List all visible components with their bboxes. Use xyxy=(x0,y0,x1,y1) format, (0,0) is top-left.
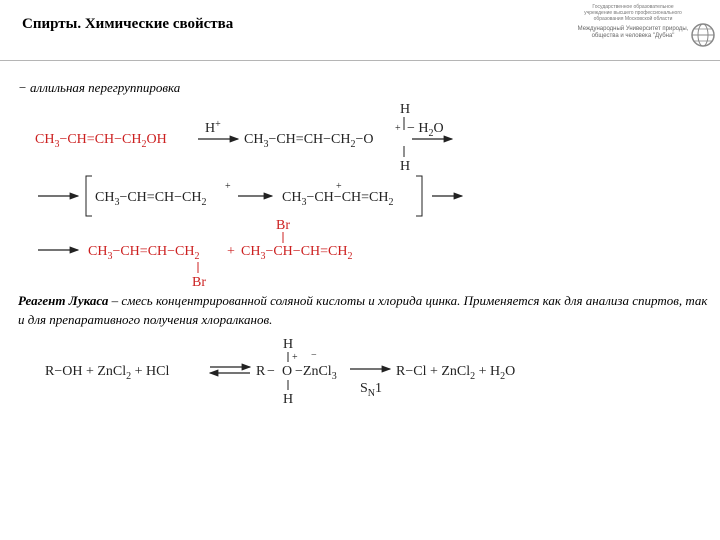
allyl-cation-primary xyxy=(95,181,231,208)
lucas-reactants xyxy=(45,364,169,382)
oxonium-h-bottom: H xyxy=(400,159,411,174)
oxonium-h-top: H xyxy=(400,102,411,117)
svg-text:+: + xyxy=(395,123,401,134)
svg-text:CH3−CH=CH−CH2: $CH_3-CH=CH-CH_2$ xyxy=(95,190,207,208)
protonated-alcohol xyxy=(244,132,374,150)
svg-text:R−Cl + ZnCl2 + H2O: R−Cl + ZnCl$_2$ + $H_2O$ xyxy=(396,364,516,382)
svg-text:CH3−CH=CH−CH2−O: $CH_3-CH=CH-CH_2-O$ xyxy=(244,132,374,150)
svg-text:+: + xyxy=(336,181,342,192)
svg-text:CH3−CH−CH=CH2: $CH_3-CH-CH=CH_2$ xyxy=(241,244,353,262)
allyl-cation-secondary xyxy=(282,181,393,208)
complex-h-top: H xyxy=(283,337,294,352)
bromide-nucleophile: Br xyxy=(276,218,290,233)
svg-text:CH3−CH=CH−CH2: $CH_3-CH=CH-CH_2$ xyxy=(88,244,200,262)
lucas-term: Реагент Лукаса xyxy=(18,293,109,308)
complex-o: O xyxy=(282,364,293,379)
complex-r: R xyxy=(256,364,266,379)
catalyst-label: H+ xyxy=(205,119,221,136)
charge-minus: − xyxy=(311,350,317,361)
lucas-text: – смесь концентрированной соляной кислоты и хлорида цинка. Применяется как для анализа спиртов, так и для препаративного получения хлоралканов. xyxy=(18,293,708,327)
reactant-allyl-alcohol xyxy=(35,132,167,150)
svg-text:−: − xyxy=(267,364,275,379)
svg-text:CH3−CH=CH−CH2OH: $CH_3-CH=CH-CH_2OH$ xyxy=(35,132,167,150)
complex-h-bottom: H xyxy=(283,392,294,407)
university-name: Международный Университет природы, общества и человека "Дубна" xyxy=(577,26,689,39)
product-1-bromo-2-butene xyxy=(88,244,206,290)
svg-text:R−OH + ZnCl2 + HCl: R−OH + ZnCl$_2$ + HCl xyxy=(45,364,170,382)
svg-text:−ZnCl3: −ZnCl$_3$ xyxy=(295,364,337,382)
university-logo-caption: Государственное образовательное учреждение высшего профессионального образования Московской области xyxy=(584,4,682,22)
product-3-bromo-1-butene xyxy=(241,232,352,262)
lucas-products xyxy=(396,364,515,382)
plus-sign: + xyxy=(227,244,235,259)
water-loss-label: − $H_2O$ xyxy=(407,121,444,139)
page-title: Спирты. Химические свойства xyxy=(22,16,234,32)
svg-text:CH3−CH−CH=CH2: $CH_3-CH-CH=CH_2$ xyxy=(282,190,394,208)
mechanism-label: $S_N1$ xyxy=(360,381,383,399)
charge-plus: + xyxy=(292,352,298,363)
svg-text:+: + xyxy=(225,181,231,192)
product-1-br: Br xyxy=(192,275,206,290)
section-subtitle: − аллильная перегруппировка xyxy=(18,80,181,95)
lucas-reagent-description xyxy=(18,291,708,329)
